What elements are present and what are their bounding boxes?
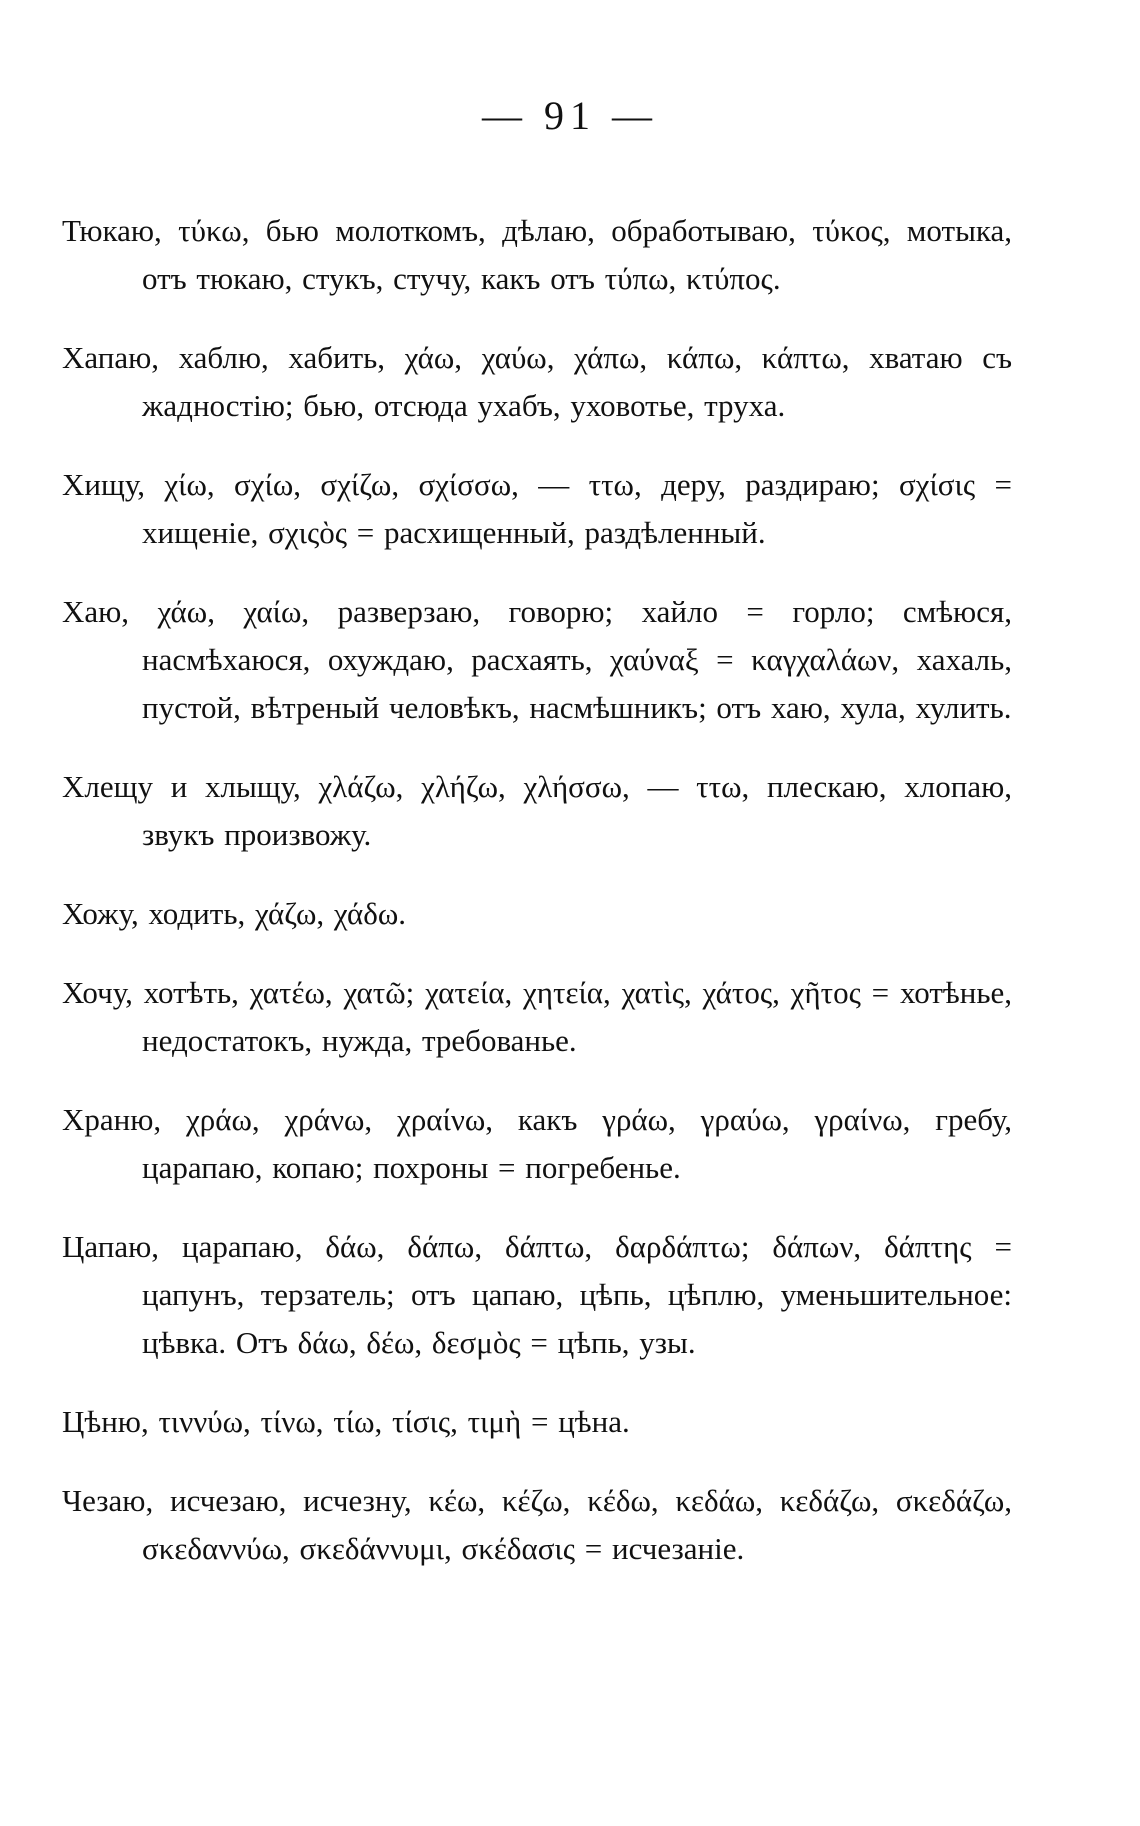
dictionary-entry: Цапаю, царапаю, δάω, δάπω, δάπτω, δαρδάπτω; δάπων, δάπτης = цапунъ, терзатель; отъ цапаю, цѣпь, цѣплю, уменьшительное: цѣвка. Отъ δάω, δέω, δεσμὸς = цѣпь, узы. xyxy=(62,1229,1012,1360)
page-number: — 91 — xyxy=(482,93,658,138)
dictionary-entry: Хапаю, хаблю, хабить, χάω, χαύω, χάπω, κάπω, κάπτω, хватаю съ жадностію; бью, отсюда ухабъ, уховотье, труха. xyxy=(62,340,1012,423)
dictionary-entry: Храню, χράω, χράνω, χραίνω, какъ γράω, γραύω, γραίνω, гребу, царапаю, копаю; похроны = погребенье. xyxy=(62,1102,1012,1185)
dictionary-entry: Хаю, χάω, χαίω, разверзаю, говорю; хайло = горло; смѣюся, насмѣхаюся, охуждаю, расхаять, χαύναξ = καγχαλάων, хахаль, пустой, вѣтреный человѣкъ, насмѣшникъ; отъ хаю, хула, хулить. xyxy=(62,594,1012,725)
dictionary-entry: Хлещу и хлыщу, χλάζω, χλήζω, χλήσσω, — ττω, плескаю, хлопаю, звукъ произвожу. xyxy=(62,769,1012,852)
dictionary-entry: Хожу, ходить, χάζω, χάδω. xyxy=(62,896,406,931)
dictionary-entries xyxy=(62,176,1012,1589)
dictionary-entry: Цѣню, τιννύω, τίνω, τίω, τίσις, τιμὴ = цѣна. xyxy=(62,1404,630,1439)
dictionary-entry: Хищу, χίω, σχίω, σχίζω, σχίσσω, — ττω, деру, раздираю; σχίσις = хищеніе, σχιςὸς = расхищенный, раздѣленный. xyxy=(62,467,1012,550)
dictionary-entry: Чезаю, исчезаю, исчезну, κέω, κέζω, κέδω, κεδάω, κεδάζω, σκεδάζω, σκεδαννύω, σκεδάννυμι, σκέδασις = исчезаніе. xyxy=(62,1483,1012,1566)
dictionary-entry: Хочу, хотѣть, χατέω, χατῶ; χατεία, χητεία, χατὶς, χάτος, χῆτος = хотѣнье, недостатокъ, нужда, требованье. xyxy=(62,975,1012,1058)
dictionary-entry: Тюкаю, τύκω, бью молоткомъ, дѣлаю, обработываю, τύκος, мотыка, отъ тюкаю, стукъ, стучу, какъ отъ τύπω, κτύπος. xyxy=(62,213,1012,296)
